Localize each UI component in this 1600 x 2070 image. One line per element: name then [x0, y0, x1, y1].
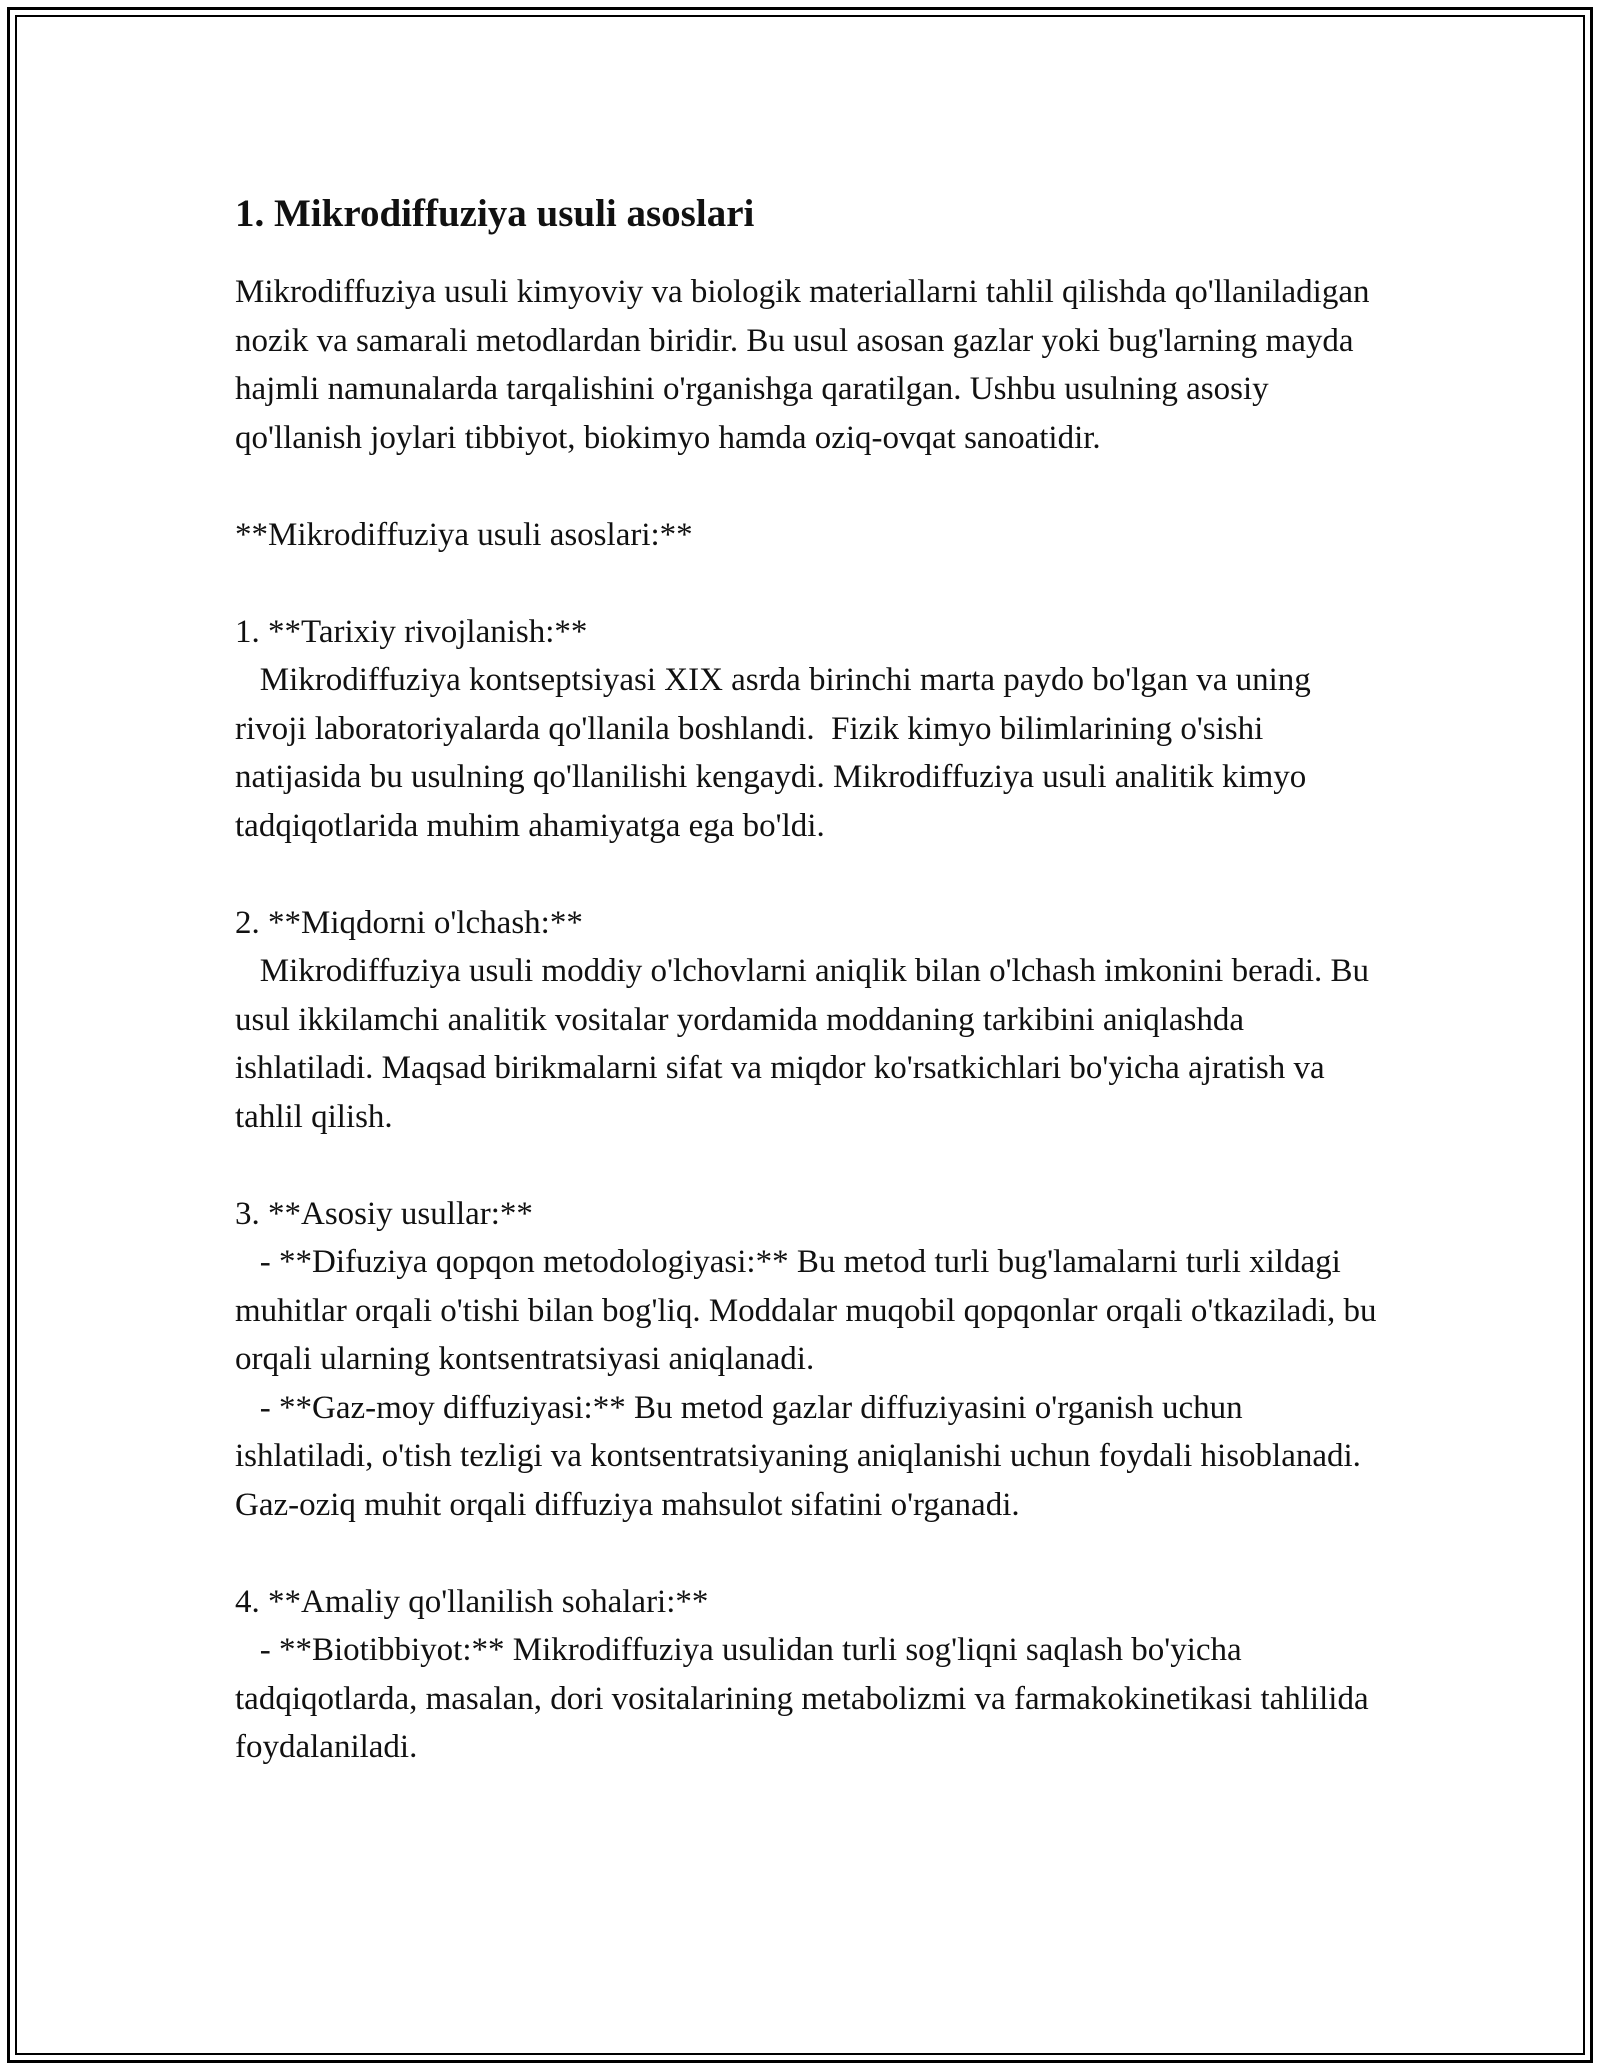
document-body [235, 188, 1385, 1772]
section-text: - **Biotibbiyot:** Mikrodiffuziya usulidan turli sog'liqni saqlash bo'yicha tadqiqotlarda, masalan, dori vositalarining metabolizmi va farmakokinetikasi tahlilida foydalaniladi. [235, 1632, 1377, 1765]
section-heading: 1. **Tarixiy rivojlanish:** [235, 613, 588, 650]
section-heading: 4. **Amaliy qo'llanilish sohalari:** [235, 1583, 709, 1620]
section-1 [235, 608, 1385, 851]
document-title: 1. Mikrodiffuziya usuli asoslari [235, 192, 755, 235]
intro-paragraph: Mikrodiffuziya usuli kimyoviy va biologik materiallarni tahlil qilishda qo'llaniladigan nozik va samarali metodlardan biridir. Bu usul asosan gazlar yoki bug'larning mayda hajmli namunalarda tarqalishini o'rganishga qaratilgan. Ushbu usulning asosiy qo'llanish joylari tibbiyot, biokimyo hamda oziq-ovqat sanoatidir. [235, 274, 1378, 456]
section-3 [235, 1190, 1385, 1530]
section-text: - **Difuziya qopqon metodologiyasi:** Bu metod turli bug'lamalarni turli xildagi muhitlar orqali o'tishi bilan bog'liq. Moddalar muqobil qopqonlar orqali o'tkaziladi, bu orqali ularning kontsentratsiyasi aniqlanadi. [235, 1244, 1385, 1377]
section-heading: 3. **Asosiy usullar:** [235, 1195, 533, 1232]
section-4 [235, 1578, 1385, 1772]
section-heading: 2. **Miqdorni o'lchash:** [235, 904, 583, 941]
subheading: **Mikrodiffuziya usuli asoslari:** [235, 516, 693, 553]
section-text: Mikrodiffuziya usuli moddiy o'lchovlarni aniqlik bilan o'lchash imkonini beradi. Bu usul ikkilamchi analitik vositalar yordamida moddaning tarkibini aniqlashda ishlatiladi. Maqsad birikmalarni sifat va miqdor ko'rsatkichlari bo'yicha ajratish va tahlil qilish. [235, 953, 1378, 1135]
section-2 [235, 899, 1385, 1142]
section-text: - **Gaz-moy diffuziyasi:** Bu metod gazlar diffuziyasini o'rganish uchun ishlatiladi, o'tish tezligi va kontsentratsiyaning aniqlanishi uchun foydali hisoblanadi. Gaz-oziq muhit orqali diffuziya mahsulot sifatini o'rganadi. [235, 1389, 1370, 1523]
section-text: Mikrodiffuziya kontseptsiyasi XIX asrda birinchi marta paydo bo'lgan va uning rivoji laboratoriyalarda qo'llanila boshlandi. Fizik kimyo bilimlarining o'sishi natijasida bu usulning qo'llanilishi kengaydi. Mikrodiffuziya usuli analitik kimyo tadqiqotlarida muhim ahamiyatga ega bo'ldi. [235, 662, 1320, 844]
